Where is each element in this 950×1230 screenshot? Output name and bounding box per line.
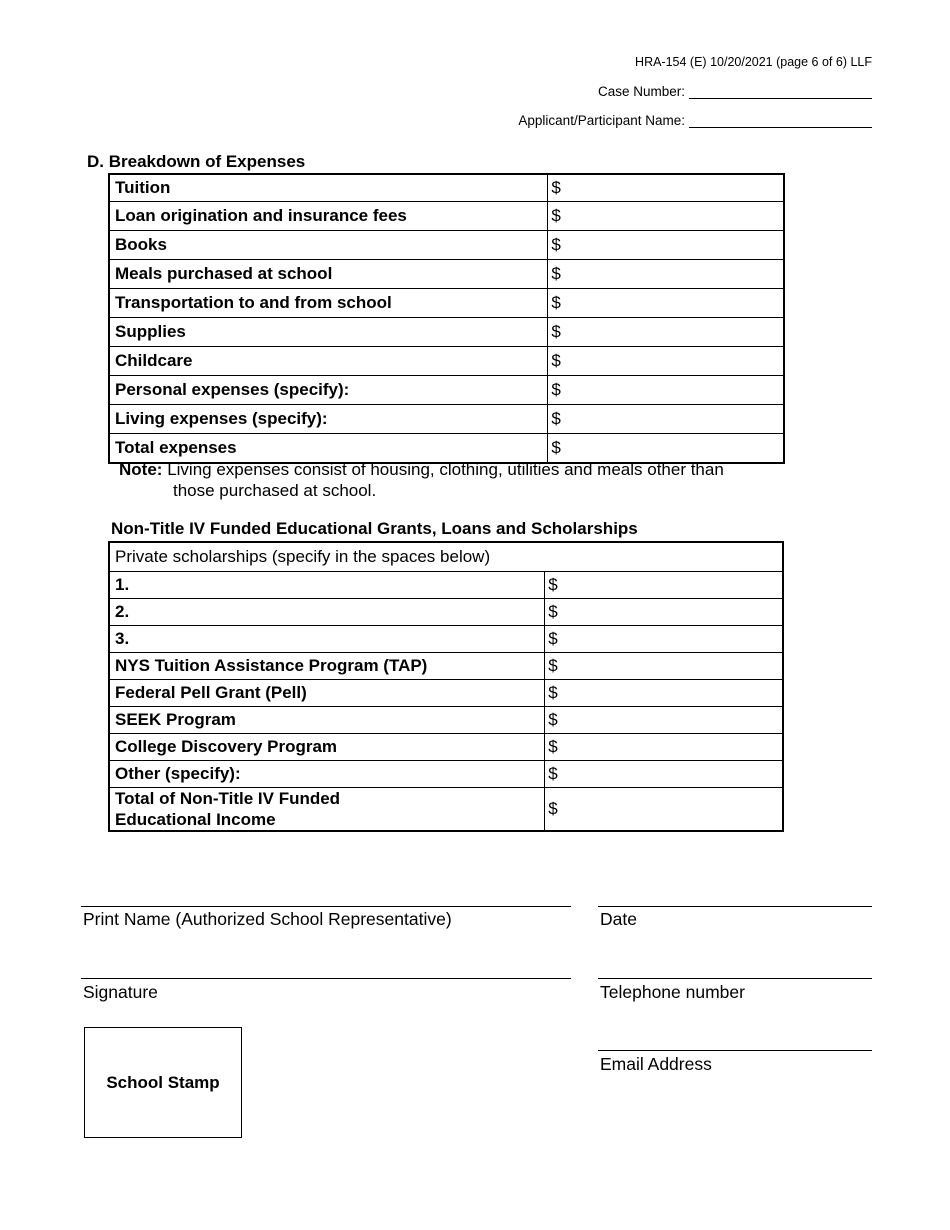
private-scholarships-header: Private scholarships (specify in the spaces below) [109,542,783,572]
grant-amount-field[interactable]: $ [545,761,783,788]
expense-label: Transportation to and from school [109,289,548,318]
telephone-line[interactable] [598,978,872,979]
expense-label: Childcare [109,347,548,376]
expense-label: Loan origination and insurance fees [109,202,548,231]
private-scholarships-row [109,542,783,572]
applicant-name-field[interactable] [518,113,872,128]
grant-row [109,572,783,599]
grant-label: 2. [109,599,545,626]
grant-amount-field[interactable]: $ [545,626,783,653]
grant-row [109,626,783,653]
date-line[interactable] [598,906,872,907]
date-label: Date [600,909,637,929]
email-line[interactable] [598,1050,872,1051]
expense-amount-field[interactable]: $ [548,347,784,376]
expense-amount-field[interactable]: $ [548,174,784,202]
grant-row [109,761,783,788]
grant-label: SEEK Program [109,707,545,734]
applicant-name-line[interactable] [689,113,872,128]
grant-label: Other (specify): [109,761,545,788]
form-id: HRA-154 (E) 10/20/2021 (page 6 of 6) LLF [635,55,872,69]
grant-total-amount-field[interactable]: $ [545,788,783,832]
grant-row [109,599,783,626]
expenses-table [108,173,785,464]
expense-label: Personal expenses (specify): [109,376,548,405]
expense-amount-field[interactable]: $ [548,405,784,434]
grant-row [109,680,783,707]
signature-line[interactable] [81,978,571,979]
case-number-field[interactable] [598,84,872,99]
expense-amount-field[interactable]: $ [548,202,784,231]
grant-total-label [109,788,545,832]
email-label: Email Address [600,1054,712,1074]
expense-amount-field[interactable]: $ [548,260,784,289]
grant-amount-field[interactable]: $ [545,707,783,734]
expense-row [109,260,784,289]
grant-row [109,707,783,734]
expense-row [109,318,784,347]
expense-row [109,174,784,202]
grant-label: 3. [109,626,545,653]
expense-amount-field[interactable]: $ [548,231,784,260]
grant-amount-field[interactable]: $ [545,599,783,626]
print-name-label: Print Name (Authorized School Representative) [83,909,452,929]
expense-label: Books [109,231,548,260]
expense-label: Living expenses (specify): [109,405,548,434]
grant-amount-field[interactable]: $ [545,734,783,761]
expense-amount-field[interactable]: $ [548,434,784,464]
note-label: Note: [119,460,163,479]
expense-label: Meals purchased at school [109,260,548,289]
expense-row [109,289,784,318]
grant-label: 1. [109,572,545,599]
expenses-title: D. Breakdown of Expenses [87,152,306,171]
expense-label: Tuition [109,174,548,202]
grant-row [109,734,783,761]
expense-amount-field[interactable]: $ [548,376,784,405]
telephone-label: Telephone number [600,982,745,1002]
expense-row [109,405,784,434]
expense-row [109,376,784,405]
expense-amount-field[interactable]: $ [548,318,784,347]
grant-total-row [109,788,783,832]
grant-label: College Discovery Program [109,734,545,761]
expense-label: Total expenses [109,434,548,464]
expense-row [109,231,784,260]
grant-total-line1: Total of Non-Title IV Funded [115,789,341,808]
print-name-line[interactable] [81,906,571,907]
signature-label: Signature [83,982,158,1002]
grants-title: Non-Title IV Funded Educational Grants, Loans and Scholarships [111,519,638,538]
grants-table [108,541,784,832]
grant-label: Federal Pell Grant (Pell) [109,680,545,707]
note-line1: Living expenses consist of housing, clothing, utilities and meals other than [167,460,724,479]
grant-label: NYS Tuition Assistance Program (TAP) [109,653,545,680]
grant-total-line2: Educational Income [115,810,276,829]
case-number-label: Case Number: [597,84,685,99]
expense-row [109,202,784,231]
expenses-note [119,459,724,501]
grant-amount-field[interactable]: $ [545,572,783,599]
grant-row [109,653,783,680]
expense-amount-field[interactable]: $ [548,289,784,318]
note-line2: those purchased at school. [173,481,377,500]
applicant-name-label: Applicant/Participant Name: [518,113,685,128]
school-stamp-label: School Stamp [106,1072,220,1092]
case-number-line[interactable] [689,84,872,99]
school-stamp-box [84,1027,242,1138]
expense-row [109,347,784,376]
grant-amount-field[interactable]: $ [545,653,783,680]
expense-label: Supplies [109,318,548,347]
grant-amount-field[interactable]: $ [545,680,783,707]
